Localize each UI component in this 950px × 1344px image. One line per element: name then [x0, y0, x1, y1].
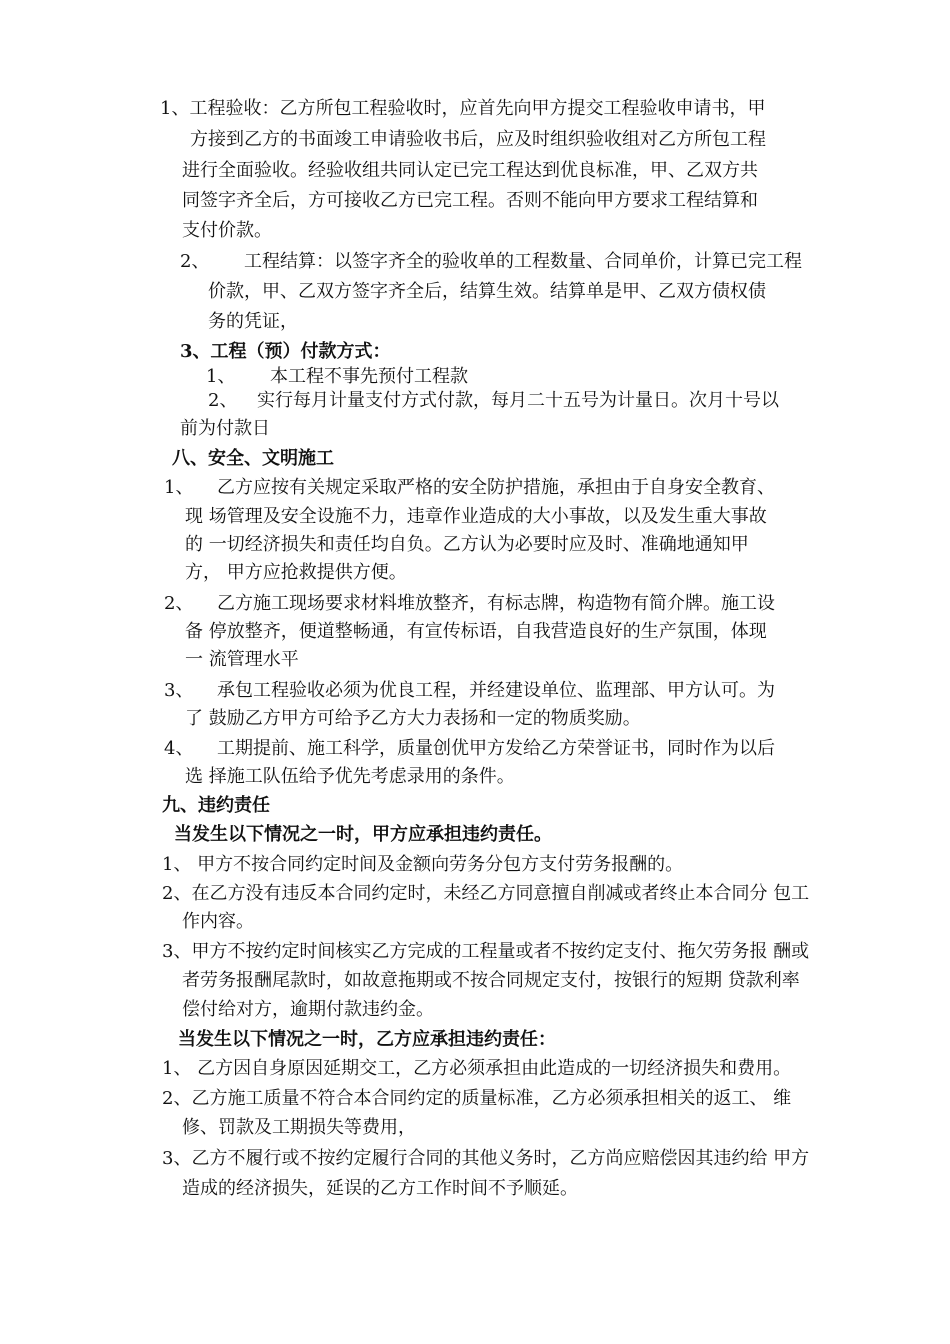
payment-item-1: 本工程不事先预付工程款 — [270, 366, 468, 387]
payment-method-title: 3、工程（预）付款方式： — [180, 341, 391, 362]
safety-item-3-number: 3、 — [164, 680, 194, 701]
acceptance-line-1: 1、工程验收：乙方所包工程验收时，应首先向甲方提交工程验收申请书，甲 — [160, 98, 766, 119]
section-8-heading: 八、安全、文明施工 — [172, 448, 334, 469]
party-a-breach-3-line-1: 3、甲方不按约定时间核实乙方完成的工程量或者不按约定支付、拖欠劳务报 酬或 — [162, 941, 810, 962]
safety-item-2-line-1: 乙方施工现场要求材料堆放整齐，有标志牌，构造物有简介牌。施工设 — [217, 593, 775, 614]
party-b-breach-3-line-2: 造成的经济损失，延误的乙方工作时间不予顺延。 — [182, 1178, 578, 1199]
safety-item-4-number: 4、 — [164, 738, 194, 759]
party-a-breach-intro: 当发生以下情况之一时，甲方应承担违约责任。 — [174, 824, 552, 845]
settlement-number: 2、 — [180, 251, 210, 272]
safety-item-3-line-2: 了 鼓励乙方甲方可给予乙方大力表扬和一定的物质奖励。 — [185, 708, 641, 729]
safety-item-3-line-1: 承包工程验收必须为优良工程，并经建设单位、监理部、甲方认可。为 — [217, 680, 775, 701]
party-a-breach-3-line-2: 者劳务报酬尾款时，如故意拖期或不按合同规定支付，按银行的短期 贷款利率 — [182, 970, 800, 991]
party-b-breach-2-line-1: 2、乙方施工质量不符合本合同约定的质量标准，乙方必须承担相关的返工、 维 — [162, 1088, 792, 1109]
acceptance-line-4: 同签字齐全后，方可接收乙方已完工程。否则不能向甲方要求工程结算和 — [182, 190, 758, 211]
safety-item-1-number: 1、 — [164, 477, 194, 498]
party-b-breach-3-line-1: 3、乙方不履行或不按约定履行合同的其他义务时，乙方尚应赔偿因其违约给 甲方 — [162, 1148, 810, 1169]
settlement-line-3: 务的凭证， — [208, 311, 298, 332]
section-9-heading: 九、违约责任 — [162, 795, 270, 816]
settlement-line-2: 价款，甲、乙双方签字齐全后，结算生效。结算单是甲、乙双方债权债 — [208, 281, 766, 302]
party-a-breach-1: 1、 甲方不按合同约定时间及金额向劳务分包方支付劳务报酬的。 — [162, 854, 684, 875]
safety-item-2-line-2: 备 停放整齐，便道整畅通，有宣传标语，自我营造良好的生产氛围，体现 — [185, 621, 767, 642]
acceptance-line-3: 进行全面验收。经验收组共同认定已完工程达到优良标准，甲、乙双方共 — [182, 160, 758, 181]
payment-item-2-number: 2、 — [208, 390, 238, 411]
safety-item-1-line-1: 乙方应按有关规定采取严格的安全防护措施，承担由于自身安全教育、 — [217, 477, 775, 498]
safety-item-1-line-4: 方， 甲方应抢救提供方便。 — [185, 562, 407, 583]
party-b-breach-1: 1、 乙方因自身原因延期交工，乙方必须承担由此造成的一切经济损失和费用。 — [162, 1058, 792, 1079]
safety-item-4-line-2: 选 择施工队伍给予优先考虑录用的条件。 — [185, 766, 515, 787]
safety-item-2-number: 2、 — [164, 593, 194, 614]
safety-item-1-line-3: 的 一切经济损失和责任均自负。乙方认为必要时应及时、准确地通知甲 — [185, 534, 749, 555]
party-a-breach-3-line-3: 偿付给对方，逾期付款违约金。 — [182, 999, 434, 1020]
party-a-breach-2-line-1: 2、在乙方没有违反本合同约定时，未经乙方同意擅自削减或者终止本合同分 包工 — [162, 883, 810, 904]
safety-item-2-line-3: 一 流管理水平 — [185, 649, 299, 670]
acceptance-line-5: 支付价款。 — [182, 220, 272, 241]
safety-item-4-line-1: 工期提前、施工科学，质量创优甲方发给乙方荣誉证书，同时作为以后 — [217, 738, 775, 759]
safety-item-1-line-2: 现 场管理及安全设施不力，违章作业造成的大小事故，以及发生重大事故 — [185, 506, 767, 527]
payment-item-2-line-2: 前为付款日 — [180, 418, 270, 439]
payment-item-1-number: 1、 — [206, 366, 236, 387]
party-b-breach-intro: 当发生以下情况之一时，乙方应承担违约责任： — [178, 1029, 556, 1050]
settlement-line-1: 工程结算：以签字齐全的验收单的工程数量、合同单价，计算已完工程 — [244, 251, 802, 272]
payment-item-2-line-1: 实行每月计量支付方式付款，每月二十五号为计量日。次月十号以 — [257, 390, 779, 411]
party-b-breach-2-line-2: 修、罚款及工期损失等费用， — [182, 1117, 416, 1138]
acceptance-line-2: 方接到乙方的书面竣工申请验收书后，应及时组织验收组对乙方所包工程 — [190, 129, 766, 150]
party-a-breach-2-line-2: 作内容。 — [182, 911, 254, 932]
